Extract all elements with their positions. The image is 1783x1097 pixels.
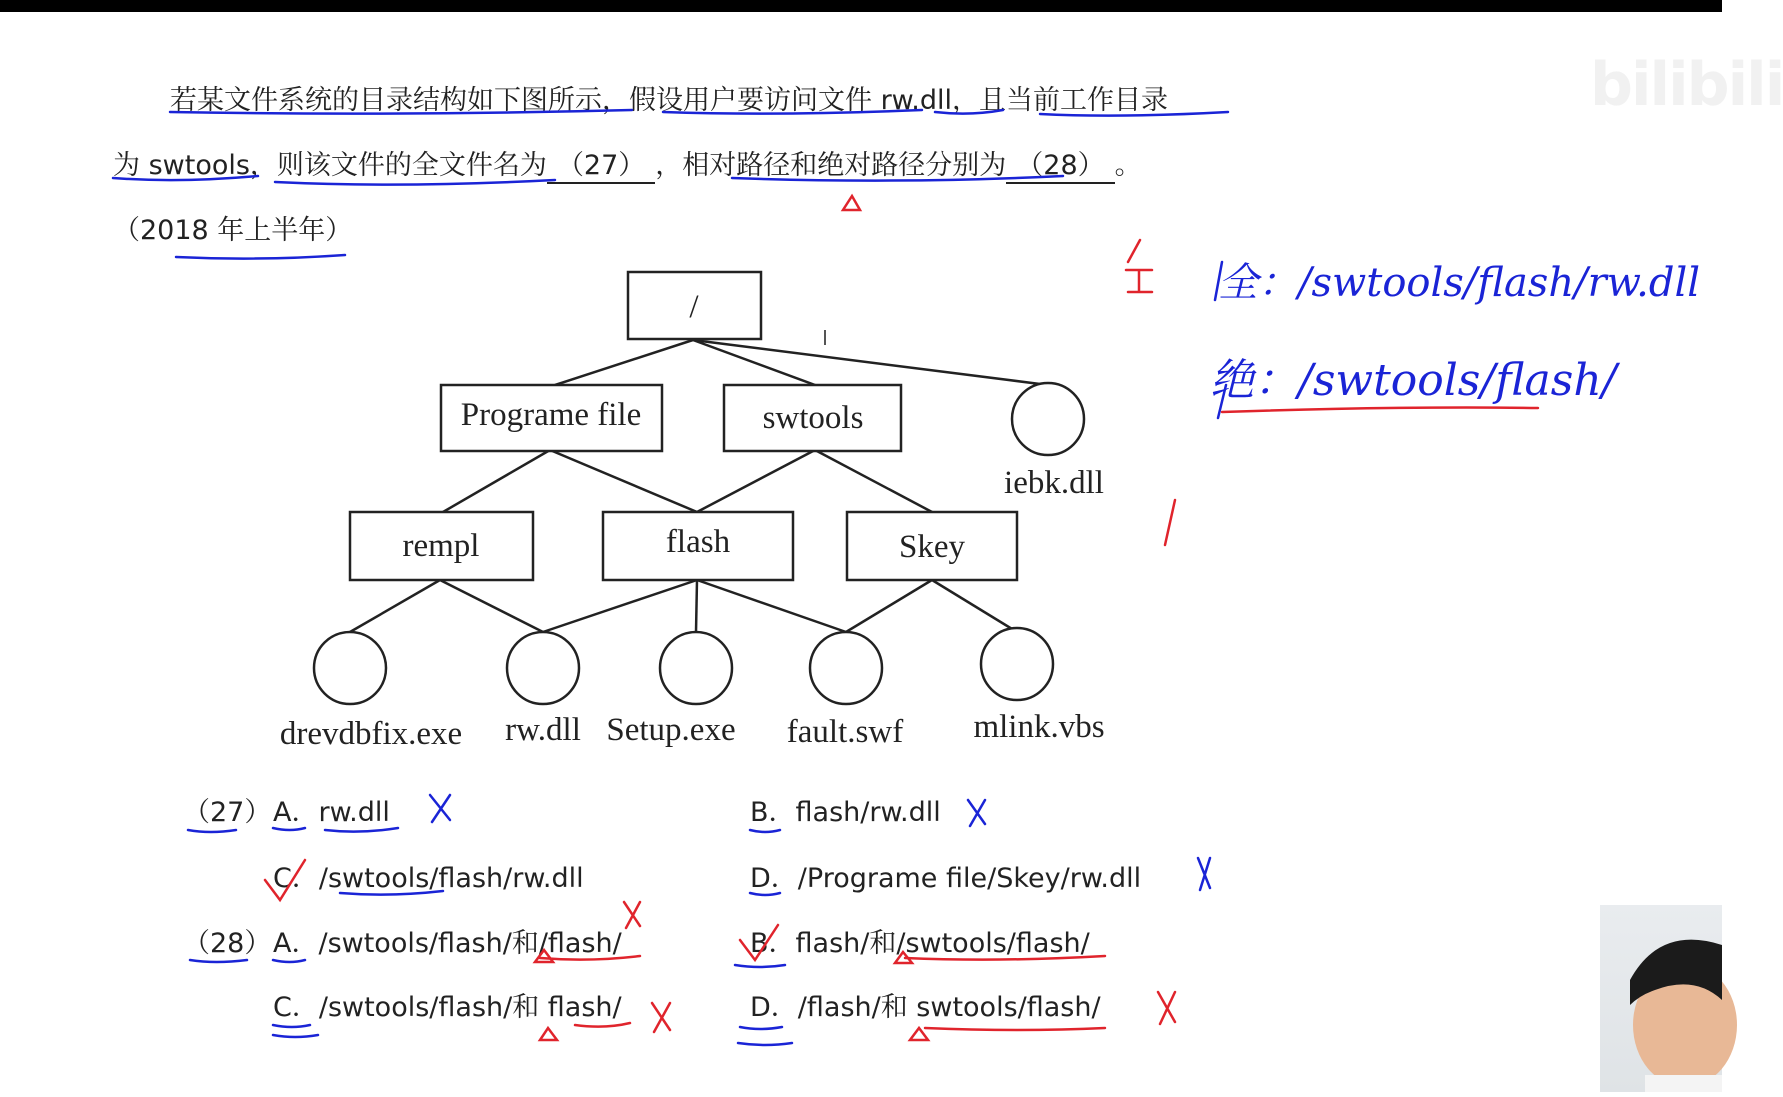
node-mlink-circle: [981, 628, 1053, 700]
node-mlink-label: mlink.vbs: [973, 709, 1105, 745]
edge-flash-setup: [696, 580, 697, 632]
edge-flash-fault: [697, 580, 846, 632]
handwritten-full-path: 全：/swtools/flash/rw.dll: [1218, 260, 1701, 306]
blank-27: （27）: [547, 143, 655, 184]
edge-flash-rwdll: [543, 580, 697, 632]
edge-root-programe: [555, 340, 693, 385]
question-text-2: 为 swtools，则该文件的全文件名为: [113, 150, 547, 181]
presenter-avatar: [1600, 905, 1722, 1092]
bilibili-watermark: bilibili: [1590, 50, 1783, 120]
q28-number: （28）: [183, 928, 272, 959]
node-fault-circle: [810, 632, 882, 704]
question-year: （2018 年上半年）: [113, 215, 353, 246]
question-text-3: ，相对路径和绝对路径分别为: [655, 150, 1007, 181]
q27-number: （27）: [183, 797, 272, 828]
edge-swtools-skey: [815, 450, 932, 512]
blank-28: （28）: [1006, 143, 1114, 184]
q27-option-c[interactable]: C．/swtools/flash/rw.dll: [273, 863, 584, 894]
node-setup-label: Setup.exe: [606, 712, 736, 748]
q27-option-a[interactable]: A．rw.dll: [273, 797, 390, 828]
q28-option-c[interactable]: C．/swtools/flash/和 flash/: [273, 992, 622, 1023]
webcam-overlay: [1600, 905, 1722, 1092]
node-programe-label: Programe file: [460, 397, 642, 433]
node-rwdll-circle: [507, 632, 579, 704]
edge-swtools-flash: [697, 450, 815, 512]
node-drevdbfix-label: drevdbfix.exe: [279, 716, 463, 752]
node-root-label: /: [689, 289, 699, 325]
q27-option-d[interactable]: D．/Programe file/Skey/rw.dll: [750, 863, 1142, 894]
handwritten-absolute-path: 绝：/swtools/flash/: [1210, 355, 1617, 406]
node-flash-label: flash: [665, 524, 731, 560]
q28-option-d[interactable]: D．/flash/和 swtools/flash/: [750, 992, 1101, 1023]
edge-programe-flash: [550, 450, 697, 512]
node-iebk-circle: [1012, 383, 1084, 455]
q28-option-a[interactable]: A．/swtools/flash/和/flash/: [273, 928, 622, 959]
edge-programe-rempl: [443, 450, 550, 512]
edge-skey-fault: [846, 580, 932, 632]
node-fault-label: fault.swf: [786, 714, 904, 750]
edge-rempl-drevdbfix: [350, 580, 440, 632]
node-rempl-label: rempl: [402, 528, 480, 564]
node-iebk-label: iebk.dll: [1004, 465, 1104, 501]
node-skey-label: Skey: [899, 529, 965, 565]
q27-option-b[interactable]: B．flash/rw.dll: [750, 797, 941, 828]
node-drevdbfix-circle: [314, 632, 386, 704]
q28-option-b[interactable]: B．flash/和/swtools/flash/: [750, 928, 1090, 959]
edge-rempl-rwdll: [440, 580, 543, 632]
question-text-4: 。: [1114, 150, 1142, 181]
edge-root-iebk: [693, 340, 1048, 385]
edge-skey-mlink: [932, 580, 1017, 632]
node-setup-circle: [660, 632, 732, 704]
node-swtools-label: swtools: [762, 400, 864, 436]
node-rwdll-label: rw.dll: [505, 712, 581, 748]
question-text-1: 若某文件系统的目录结构如下图所示，假设用户要访问文件 rw.dll，且当前工作目录: [170, 85, 1169, 116]
